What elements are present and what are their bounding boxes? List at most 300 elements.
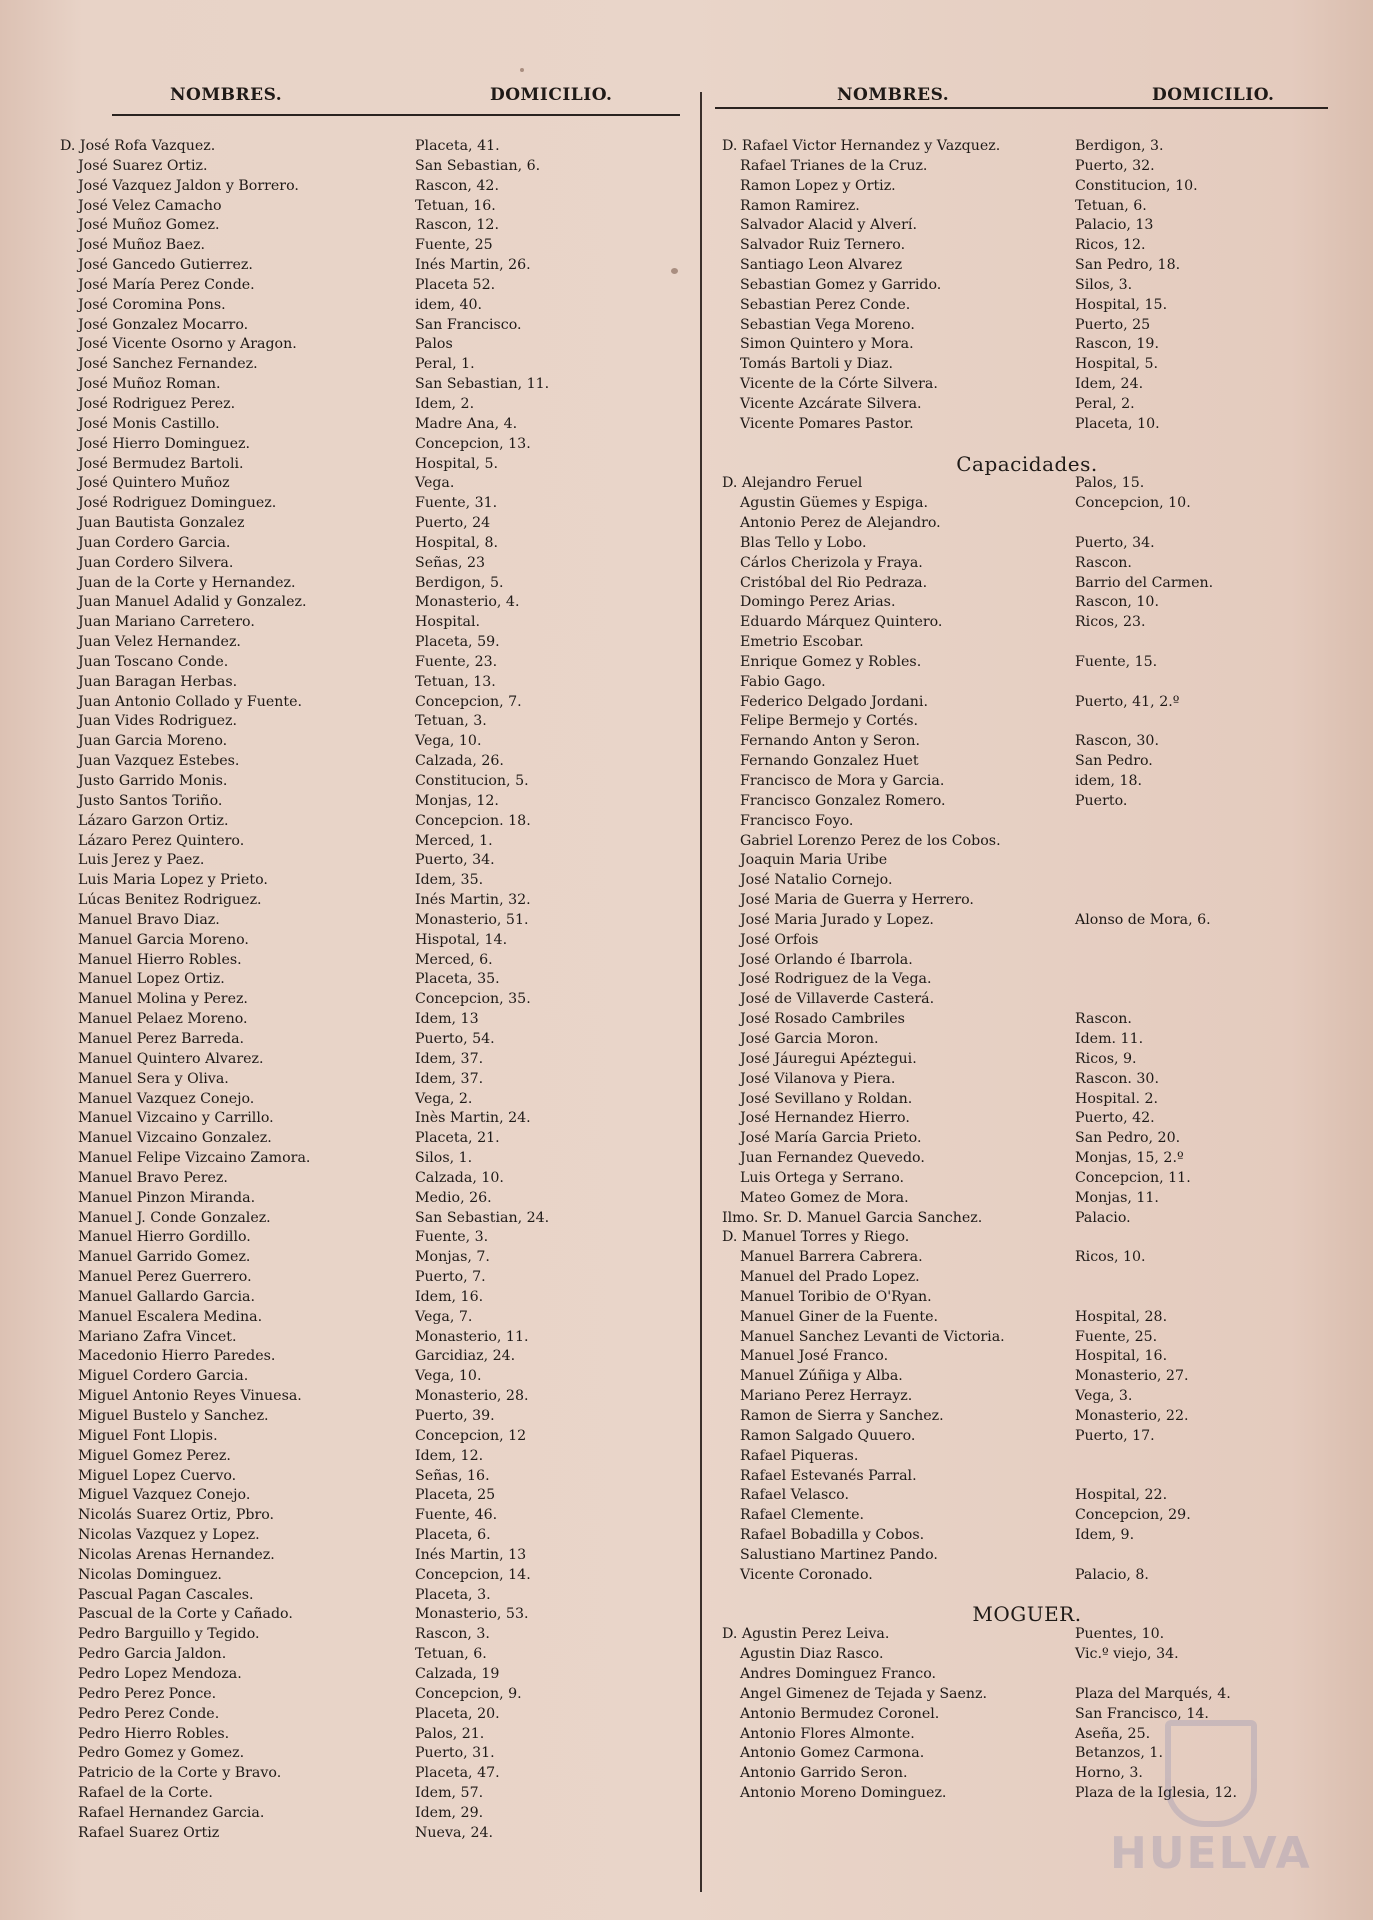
address: Hospital, 15. — [1075, 296, 1168, 313]
address: Idem, 13 — [415, 1011, 479, 1028]
address: Concepcion. 18. — [415, 812, 531, 829]
list-item — [722, 1506, 1332, 1526]
list-item — [60, 1467, 690, 1487]
address: Monasterio, 27. — [1075, 1368, 1189, 1385]
person-name: Rafael Clemente. — [740, 1507, 865, 1524]
address: Concepcion, 29. — [1075, 1507, 1191, 1524]
list-item — [60, 832, 690, 852]
person-name: José Muñoz Gomez. — [78, 217, 220, 234]
list-item — [60, 1228, 690, 1248]
person-name: Rafael Estevanés Parral. — [740, 1467, 917, 1484]
list-item — [722, 1328, 1332, 1348]
list-item — [60, 1070, 690, 1090]
address: Tetuan, 6. — [415, 1646, 487, 1663]
address: Puerto, 17. — [1075, 1427, 1155, 1444]
list-item — [722, 792, 1332, 812]
address: San Francisco, 14. — [1075, 1705, 1209, 1722]
address: Hospital. 2. — [1075, 1090, 1159, 1107]
address: Berdigon, 5. — [415, 574, 504, 591]
list-item — [60, 951, 690, 971]
person-name: Pedro Perez Conde. — [78, 1705, 220, 1722]
list-item — [722, 216, 1332, 236]
list-item — [60, 1050, 690, 1070]
address: Hospital, 16. — [1075, 1348, 1168, 1365]
list-item — [60, 1268, 690, 1288]
list-item — [722, 911, 1332, 931]
list-item — [722, 1109, 1332, 1129]
person-name: Manuel Vizcaino Gonzalez. — [78, 1130, 272, 1147]
person-name: Nicolas Dominguez. — [78, 1566, 222, 1583]
person-name: Rafael Trianes de la Cruz. — [740, 157, 928, 174]
person-name: Eduardo Márquez Quintero. — [740, 614, 943, 631]
person-name: Pedro Gomez y Gomez. — [78, 1745, 245, 1762]
person-name: Manuel Vizcaino y Carrillo. — [78, 1110, 274, 1127]
list-item — [60, 1586, 690, 1606]
person-name: Sebastian Perez Conde. — [740, 296, 911, 313]
person-name: Salustiano Martinez Pando. — [740, 1546, 938, 1563]
list-item — [60, 633, 690, 653]
address: Idem, 24. — [1075, 376, 1144, 393]
address: Vega, 10. — [415, 733, 482, 750]
list-item — [60, 1387, 690, 1407]
address: Placeta, 10. — [1075, 415, 1160, 432]
address: Fuente, 31. — [415, 495, 498, 512]
address: Inés Martin, 26. — [415, 257, 531, 274]
list-item — [722, 316, 1332, 336]
person-name: Luis Jerez y Paez. — [78, 852, 205, 869]
address: Puentes, 10. — [1075, 1626, 1165, 1643]
person-name: Juan Manuel Adalid y Gonzalez. — [78, 594, 307, 611]
person-name: Pascual Pagan Cascales. — [78, 1586, 254, 1603]
person-name: Nicolas Arenas Hernandez. — [78, 1546, 275, 1563]
list-item — [722, 574, 1332, 594]
address: Puerto, 41, 2.º — [1075, 693, 1180, 710]
list-item — [60, 316, 690, 336]
person-name: Manuel Toribio de O'Ryan. — [740, 1288, 932, 1305]
address: San Sebastian, 6. — [415, 157, 541, 174]
list-item — [60, 435, 690, 455]
person-name: Manuel Pinzon Miranda. — [78, 1189, 256, 1206]
list-item — [722, 1625, 1332, 1645]
person-name: Miguel Gomez Perez. — [78, 1447, 231, 1464]
person-name: Juan de la Corte y Hernandez. — [78, 574, 296, 591]
address: Placeta, 47. — [415, 1765, 500, 1782]
address: Idem, 9. — [1075, 1527, 1135, 1544]
address: Garcidiaz, 24. — [415, 1348, 516, 1365]
address: Silos, 1. — [415, 1150, 473, 1167]
person-name: Manuel Lopez Ortiz. — [78, 971, 225, 988]
list-item — [60, 197, 690, 217]
person-name: Manuel Giner de la Fuente. — [740, 1308, 939, 1325]
list-item — [60, 355, 690, 375]
address: Tetuan, 16. — [415, 197, 496, 214]
person-name: José Maria de Guerra y Herrero. — [740, 892, 974, 909]
address: Puerto, 34. — [415, 852, 495, 869]
person-name: Rafael de la Corte. — [78, 1785, 213, 1802]
address: San Francisco. — [415, 316, 522, 333]
address: Rascon. 30. — [1075, 1070, 1159, 1087]
address: Hospital, 5. — [415, 455, 499, 472]
address: Fuente, 25. — [1075, 1328, 1158, 1345]
list-item — [60, 693, 690, 713]
person-name: Manuel Sanchez Levanti de Victoria. — [740, 1328, 1005, 1345]
person-name: Ilmo. Sr. D. Manuel Garcia Sanchez. — [722, 1209, 983, 1226]
address: Vic.º viejo, 34. — [1075, 1646, 1179, 1663]
person-name: Agustin Güemes y Espiga. — [740, 495, 928, 512]
person-name: D. Manuel Torres y Riego. — [722, 1229, 910, 1246]
person-name: Santiago Leon Alvarez — [740, 257, 903, 274]
person-name: Pedro Barguillo y Tegido. — [78, 1626, 260, 1643]
list-item — [722, 1308, 1332, 1328]
address: Calzada, 10. — [415, 1169, 504, 1186]
person-name: Francisco de Mora y Garcia. — [740, 773, 945, 789]
list-item — [722, 1546, 1332, 1566]
list-item — [60, 1804, 690, 1824]
list-item — [60, 236, 690, 256]
list-item — [60, 970, 690, 990]
list-item — [722, 395, 1332, 415]
list-item — [722, 534, 1332, 554]
list-item — [722, 712, 1332, 732]
person-name: Antonio Garrido Seron. — [740, 1765, 908, 1782]
address: Monjas, 11. — [1075, 1189, 1159, 1206]
list-item — [60, 1248, 690, 1268]
list-item — [722, 1645, 1332, 1665]
person-name: Vicente de la Córte Silvera. — [740, 376, 938, 393]
address: Rascon, 19. — [1075, 336, 1159, 353]
person-name: Emetrio Escobar. — [740, 634, 864, 651]
person-name: Juan Velez Hernandez. — [78, 634, 241, 651]
list-item — [722, 494, 1332, 514]
person-name: Manuel J. Conde Gonzalez. — [78, 1209, 271, 1226]
address: Rascon, 30. — [1075, 733, 1159, 750]
address: Concepcion, 11. — [1075, 1169, 1191, 1186]
list-item — [60, 1328, 690, 1348]
person-name: Juan Antonio Collado y Fuente. — [78, 693, 302, 710]
address: Berdigon, 3. — [1075, 138, 1164, 154]
ink-fleck — [671, 268, 678, 274]
person-name: Antonio Moreno Dominguez. — [740, 1785, 947, 1802]
list-item — [722, 335, 1332, 355]
list-item — [722, 772, 1332, 792]
list-item — [722, 812, 1332, 832]
list-item — [722, 1288, 1332, 1308]
address: Idem. 11. — [1075, 1030, 1144, 1047]
list-item — [60, 1447, 690, 1467]
address: Palos — [415, 336, 453, 353]
address: Concepcion, 13. — [415, 435, 531, 452]
person-name: Miguel Lopez Cuervo. — [78, 1467, 237, 1484]
address: Peral, 2. — [1075, 395, 1135, 412]
list-item — [722, 197, 1332, 217]
list-item — [60, 1506, 690, 1526]
address: Tetuan, 3. — [415, 713, 487, 730]
list-item — [60, 455, 690, 475]
person-name: Luis Ortega y Serrano. — [740, 1169, 905, 1186]
address: Puerto, 7. — [415, 1269, 486, 1286]
list-item — [60, 613, 690, 633]
person-name: Pascual de la Corte y Cañado. — [78, 1606, 293, 1623]
person-name: Manuel Molina y Perez. — [78, 991, 248, 1008]
address: Placeta, 41. — [415, 138, 500, 154]
list-item — [60, 1149, 690, 1169]
list-item — [60, 673, 690, 693]
address: Ricos, 23. — [1075, 614, 1146, 631]
right-header-rule — [715, 107, 1328, 109]
address: Puerto, 32. — [1075, 157, 1155, 174]
person-name: José Vicente Osorno y Aragon. — [78, 336, 297, 353]
person-name: Miguel Cordero Garcia. — [78, 1368, 249, 1385]
person-name: José Sanchez Fernandez. — [78, 356, 258, 373]
person-name: Juan Bautista Gonzalez — [78, 515, 245, 532]
person-name: José Gonzalez Mocarro. — [78, 316, 249, 333]
list-item — [722, 832, 1332, 852]
list-item — [722, 1526, 1332, 1546]
list-item — [60, 1744, 690, 1764]
list-item — [60, 1129, 690, 1149]
list-item — [60, 1526, 690, 1546]
person-name: Tomás Bartoli y Diaz. — [740, 356, 893, 373]
address: Ricos, 12. — [1075, 237, 1146, 254]
address: Vega. — [415, 475, 455, 492]
address: San Pedro, 18. — [1075, 257, 1181, 274]
list-item — [722, 1387, 1332, 1407]
person-name: Juan Vides Rodriguez. — [78, 713, 237, 730]
person-name: Domingo Perez Arias. — [740, 594, 896, 611]
list-item — [722, 1268, 1332, 1288]
address: Vega, 10. — [415, 1368, 482, 1385]
list-item — [60, 1288, 690, 1308]
person-name: Manuel Pelaez Moreno. — [78, 1011, 248, 1028]
person-name: Rafael Piqueras. — [740, 1447, 859, 1464]
address: Fuente, 3. — [415, 1229, 489, 1246]
address: Palos, 15. — [1075, 475, 1145, 492]
left-header-rule — [112, 114, 680, 116]
person-name: Miguel Font Llopis. — [78, 1427, 218, 1444]
section-heading: Capacidades. — [956, 451, 1098, 476]
list-item — [722, 276, 1332, 296]
list-item — [722, 1050, 1332, 1070]
address: Idem, 29. — [415, 1804, 484, 1821]
address: Concepcion, 14. — [415, 1566, 531, 1583]
person-name: Ramon Lopez y Ortiz. — [740, 177, 896, 194]
list-item — [722, 951, 1332, 971]
address: Puerto, 31. — [415, 1745, 495, 1762]
address: Hospital, 8. — [415, 534, 499, 551]
list-item — [60, 1486, 690, 1506]
address: Inés Martin, 32. — [415, 892, 531, 909]
address: Palacio, 8. — [1075, 1566, 1149, 1583]
address: San Pedro. — [1075, 753, 1153, 770]
person-name: Manuel Zúñiga y Alba. — [740, 1368, 903, 1385]
list-item — [60, 494, 690, 514]
person-name: Mariano Zafra Vincet. — [78, 1328, 237, 1345]
person-name: Enrique Gomez y Robles. — [740, 653, 922, 670]
list-item — [722, 653, 1332, 673]
list-item — [60, 1347, 690, 1367]
person-name: Felipe Bermejo y Cortés. — [740, 713, 919, 730]
address: Puerto, 54. — [415, 1030, 495, 1047]
address: Idem, 37. — [415, 1050, 484, 1067]
list-item — [722, 1010, 1332, 1030]
list-item — [722, 137, 1332, 157]
person-name: Manuel Bravo Diaz. — [78, 911, 220, 928]
address: Peral, 1. — [415, 356, 475, 373]
address: Hispotal, 14. — [415, 931, 508, 948]
address: idem, 18. — [1075, 773, 1143, 789]
person-name: Manuel Hierro Gordillo. — [78, 1229, 251, 1246]
address: Señas, 16. — [415, 1467, 490, 1484]
list-item — [60, 752, 690, 772]
person-name: José Suarez Ortiz. — [78, 157, 208, 174]
list-item — [722, 1367, 1332, 1387]
person-name: Angel Gimenez de Tejada y Saenz. — [740, 1685, 988, 1702]
person-name: Manuel José Franco. — [740, 1348, 889, 1365]
list-item — [722, 375, 1332, 395]
list-item — [60, 1109, 690, 1129]
address: Inés Martin, 13 — [415, 1546, 527, 1563]
person-name: José Hernandez Hierro. — [740, 1110, 910, 1127]
person-name: Pedro Perez Ponce. — [78, 1685, 217, 1702]
list-item — [722, 514, 1332, 534]
list-item — [60, 1725, 690, 1745]
list-item — [60, 1308, 690, 1328]
person-name: Vicente Pomares Pastor. — [740, 415, 914, 432]
address: Monjas, 12. — [415, 792, 499, 809]
address: Rascon. — [1075, 1011, 1132, 1028]
address: Puerto. — [1075, 792, 1128, 809]
person-name: José María Garcia Prieto. — [740, 1130, 922, 1147]
list-item — [722, 613, 1332, 633]
person-name: D. Rafael Victor Hernandez y Vazquez. — [722, 138, 1001, 154]
person-name: Antonio Perez de Alejandro. — [740, 515, 941, 532]
person-name: Luis Maria Lopez y Prieto. — [78, 872, 268, 889]
list-item — [722, 1467, 1332, 1487]
person-name: Salvador Alacid y Alverí. — [740, 217, 917, 234]
address: Palacio, 13 — [1075, 217, 1154, 234]
list-item — [60, 1010, 690, 1030]
list-item — [60, 851, 690, 871]
address: Monasterio, 22. — [1075, 1408, 1189, 1424]
address: Monasterio, 4. — [415, 594, 520, 611]
address: Concepcion, 7. — [415, 693, 522, 710]
list-item — [722, 851, 1332, 871]
list-item — [60, 911, 690, 931]
list-item — [722, 474, 1332, 494]
person-name: Nicolás Suarez Ortiz, Pbro. — [78, 1507, 275, 1524]
address: Concepcion, 35. — [415, 991, 531, 1008]
address: Merced, 1. — [415, 832, 493, 849]
person-name: Federico Delgado Jordani. — [740, 693, 928, 710]
list-item — [722, 1228, 1332, 1248]
address: Rascon. — [1075, 554, 1132, 571]
address: Placeta, 3. — [415, 1586, 491, 1603]
address: Barrio del Carmen. — [1075, 574, 1214, 591]
list-item — [60, 1764, 690, 1784]
list-item — [722, 1030, 1332, 1050]
list-item — [722, 355, 1332, 375]
address: Puerto, 25 — [1075, 316, 1151, 333]
person-name: Manuel Sera y Oliva. — [78, 1070, 229, 1087]
list-item — [722, 693, 1332, 713]
person-name: José Gancedo Gutierrez. — [78, 257, 253, 274]
list-item — [60, 415, 690, 435]
list-item — [60, 514, 690, 534]
address: San Pedro, 20. — [1075, 1130, 1181, 1147]
address: Hospital, 5. — [1075, 356, 1159, 373]
person-name: Rafael Bobadilla y Cobos. — [740, 1527, 925, 1544]
address: Rascon, 10. — [1075, 594, 1159, 611]
address: Tetuan, 6. — [1075, 197, 1147, 214]
list-item — [722, 1209, 1332, 1229]
person-name: Antonio Flores Almonte. — [740, 1725, 915, 1742]
list-item — [722, 296, 1332, 316]
shield-icon — [1165, 1720, 1257, 1827]
list-item — [60, 296, 690, 316]
address: Vega, 3. — [1075, 1388, 1133, 1405]
address: Idem, 12. — [415, 1447, 484, 1464]
list-item — [60, 772, 690, 792]
person-name: José Maria Jurado y Lopez. — [740, 911, 934, 928]
section-heading: MOGUER. — [972, 1602, 1082, 1627]
address: Idem, 35. — [415, 872, 484, 889]
address: Inès Martin, 24. — [415, 1110, 531, 1127]
address: Placeta 52. — [415, 276, 496, 293]
person-name: Patricio de la Corte y Bravo. — [78, 1765, 282, 1782]
person-name: Francisco Foyo. — [740, 812, 854, 829]
person-name: Lúcas Benitez Rodriguez. — [78, 892, 262, 909]
list-item — [722, 891, 1332, 911]
list-item — [60, 1367, 690, 1387]
list-item — [60, 1407, 690, 1427]
list-item — [60, 1784, 690, 1804]
list-item — [722, 1189, 1332, 1209]
person-name: Manuel Perez Guerrero. — [78, 1269, 252, 1286]
person-name: Justo Santos Toriño. — [78, 792, 223, 809]
list-item — [722, 256, 1332, 276]
person-name: Ramon Salgado Quuero. — [740, 1427, 916, 1444]
list-item — [60, 1209, 690, 1229]
person-name: Juan Toscano Conde. — [78, 653, 229, 670]
address: San Sebastian, 24. — [415, 1209, 550, 1226]
address: Placeta, 20. — [415, 1705, 500, 1722]
address: Placeta, 35. — [415, 971, 500, 988]
left-domicilio-header: DOMICILIO. — [490, 85, 613, 105]
address: idem, 40. — [415, 296, 483, 313]
address: Rascon, 42. — [415, 177, 499, 194]
list-item — [722, 970, 1332, 990]
list-item — [722, 1407, 1332, 1427]
list-item — [60, 574, 690, 594]
person-name: José Rodriguez Dominguez. — [78, 495, 277, 512]
list-item — [60, 712, 690, 732]
person-name: Juan Fernandez Quevedo. — [740, 1150, 925, 1167]
watermark-text: HUELVA — [1110, 1828, 1312, 1879]
address: Calzada, 19 — [415, 1665, 500, 1682]
person-name: Manuel Garcia Moreno. — [78, 931, 249, 948]
list-item — [60, 177, 690, 197]
left-names-header: NOMBRES. — [170, 85, 283, 105]
address: Vega, 7. — [415, 1308, 473, 1325]
list-item — [60, 1169, 690, 1189]
list-item — [722, 1129, 1332, 1149]
list-item — [60, 653, 690, 673]
person-name: D. Agustin Perez Leiva. — [722, 1626, 890, 1643]
person-name: Sebastian Vega Moreno. — [740, 316, 915, 333]
address: Puerto, 39. — [415, 1408, 495, 1424]
person-name: Juan Cordero Garcia. — [78, 534, 231, 551]
list-item — [60, 256, 690, 276]
